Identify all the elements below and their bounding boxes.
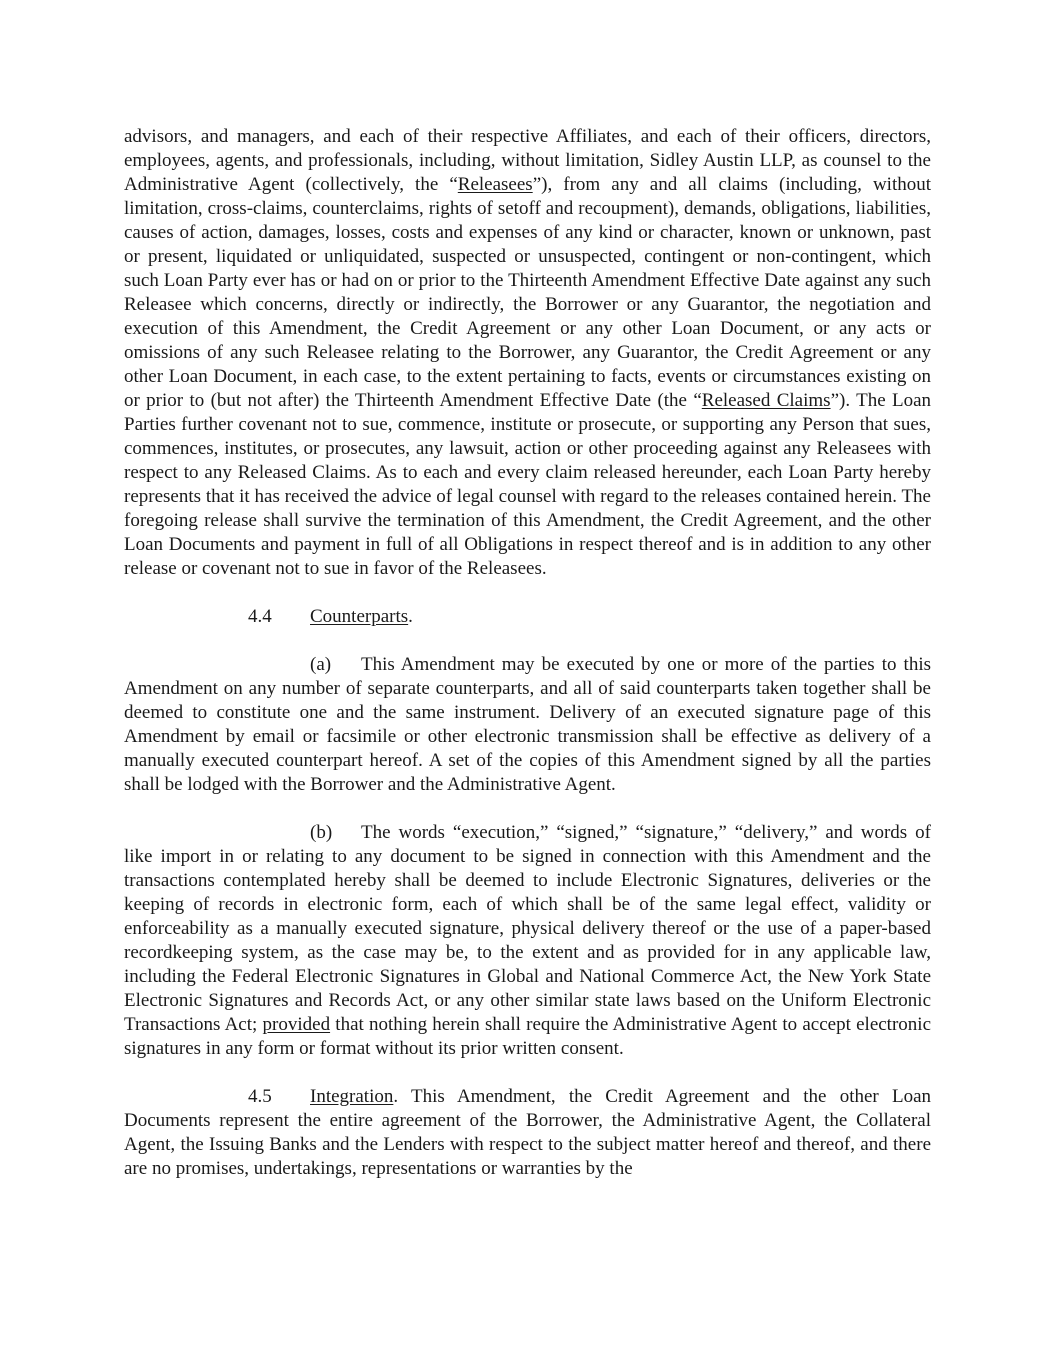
releasees-term: Releasees <box>457 174 533 195</box>
subsection-b <box>124 821 931 1061</box>
section-4-5-text: . This Amendment, the Credit Agreement and the other Loan Documents represent the entire agreement of the Borrower, the Administrative Agent, the Collateral Agent, the Issuing Banks and the Lenders with respect to the subject matter hereof and thereof, and there are no promises, undertakings, representations or warranties by the <box>124 1086 931 1179</box>
subsection-b-text-2: that nothing herein shall require the Administrative Agent to accept electronic signatures in any form or format without its prior written consent. <box>124 1014 931 1059</box>
section-4-5-title: Integration <box>310 1086 394 1107</box>
release-text-1: advisors, and managers, and each of their respective Affiliates, and each of their officers, directors, employees, agents, and professionals, including, without limitation, Sidley Austin LLP, as counsel to the Administrative Agent (collectively, the “ <box>124 126 931 195</box>
release-text-2: ”), from any and all claims (including, without limitation, cross-claims, counterclaims, rights of setoff and recoupment), demands, obligations, liabilities, causes of action, damages, losses, costs and expenses of any kind or character, known or unknown, past or present, liquidated or unliquidated, suspected or unsuspected, contingent or non-contingent, which such Loan Party ever has or had on or prior to the Thirteenth Amendment Effective Date against any such Releasee which concerns, directly or indirectly, the Borrower or any Guarantor, the negotiation and execution of this Amendment, the Credit Agreement or any other Loan Document, or any acts or omissions of any such Releasee relating to the Borrower, any Guarantor, the Credit Agreement or any other Loan Document, in each case, to the extent pertaining to facts, events or circumstances existing on or prior to (but not after) the Thirteenth Amendment Effective Date (the “ <box>124 174 931 411</box>
release-text-3: ”). The Loan Parties further covenant not to sue, commence, institute or prosecute, or supporting any Person that sues, commences, institutes, or prosecutes, any lawsuit, action or other proceeding against any Releasees with respect to any Released Claims. As to each and every claim released hereunder, each Loan Party hereby represents that it has received the advice of legal counsel with regard to the releases contained herein. The foregoing release shall survive the termination of this Amendment, the Credit Agreement, and the other Loan Documents and payment in full of all Obligations in respect thereof and is in addition to any other release or covenant not to sue in favor of the Releasees. <box>124 390 932 579</box>
provided-term: provided <box>262 1014 331 1035</box>
subsection-b-label: (b) <box>310 822 333 843</box>
subsection-a-label: (a) <box>310 654 332 675</box>
subsection-a <box>124 653 931 797</box>
release-paragraph <box>124 125 931 581</box>
subsection-b-text-1: The words “execution,” “signed,” “signature,” “delivery,” and words of like import in or relating to any document to be signed in connection with this Amendment and the transactions contemplated hereby shall be deemed to include Electronic Signatures, deliveries or the keeping of records in electronic form, each of which shall be of the same legal effect, validity or enforceability as a manually executed signature, physical delivery thereof or the use of a paper-based recordkeeping system, as the case may be, to the extent and as provided for in any applicable law, including the Federal Electronic Signatures in Global and National Commerce Act, the New York State Electronic Signatures and Records Act, or any other similar state laws based on the Uniform Electronic Transactions Act; <box>124 822 931 1035</box>
section-4-4-title: Counterparts <box>310 606 409 627</box>
section-4-4-title-suffix: . <box>408 606 413 627</box>
released-claims-term: Released Claims <box>701 390 831 411</box>
section-4-5 <box>124 1085 931 1181</box>
document-page <box>124 125 931 1181</box>
section-4-4-heading <box>124 605 931 629</box>
section-4-4-number: 4.4 <box>248 606 272 627</box>
section-4-5-number: 4.5 <box>248 1086 272 1107</box>
subsection-a-text: This Amendment may be executed by one or more of the parties to this Amendment on any number of separate counterparts, and all of said counterparts taken together shall be deemed to constitute one and the same instrument. Delivery of an executed signature page of this Amendment by email or facsimile or other electronic transmission shall be effective as delivery of a manually executed counterpart hereof. A set of the copies of this Amendment signed by all the parties shall be lodged with the Borrower and the Administrative Agent. <box>124 654 931 795</box>
